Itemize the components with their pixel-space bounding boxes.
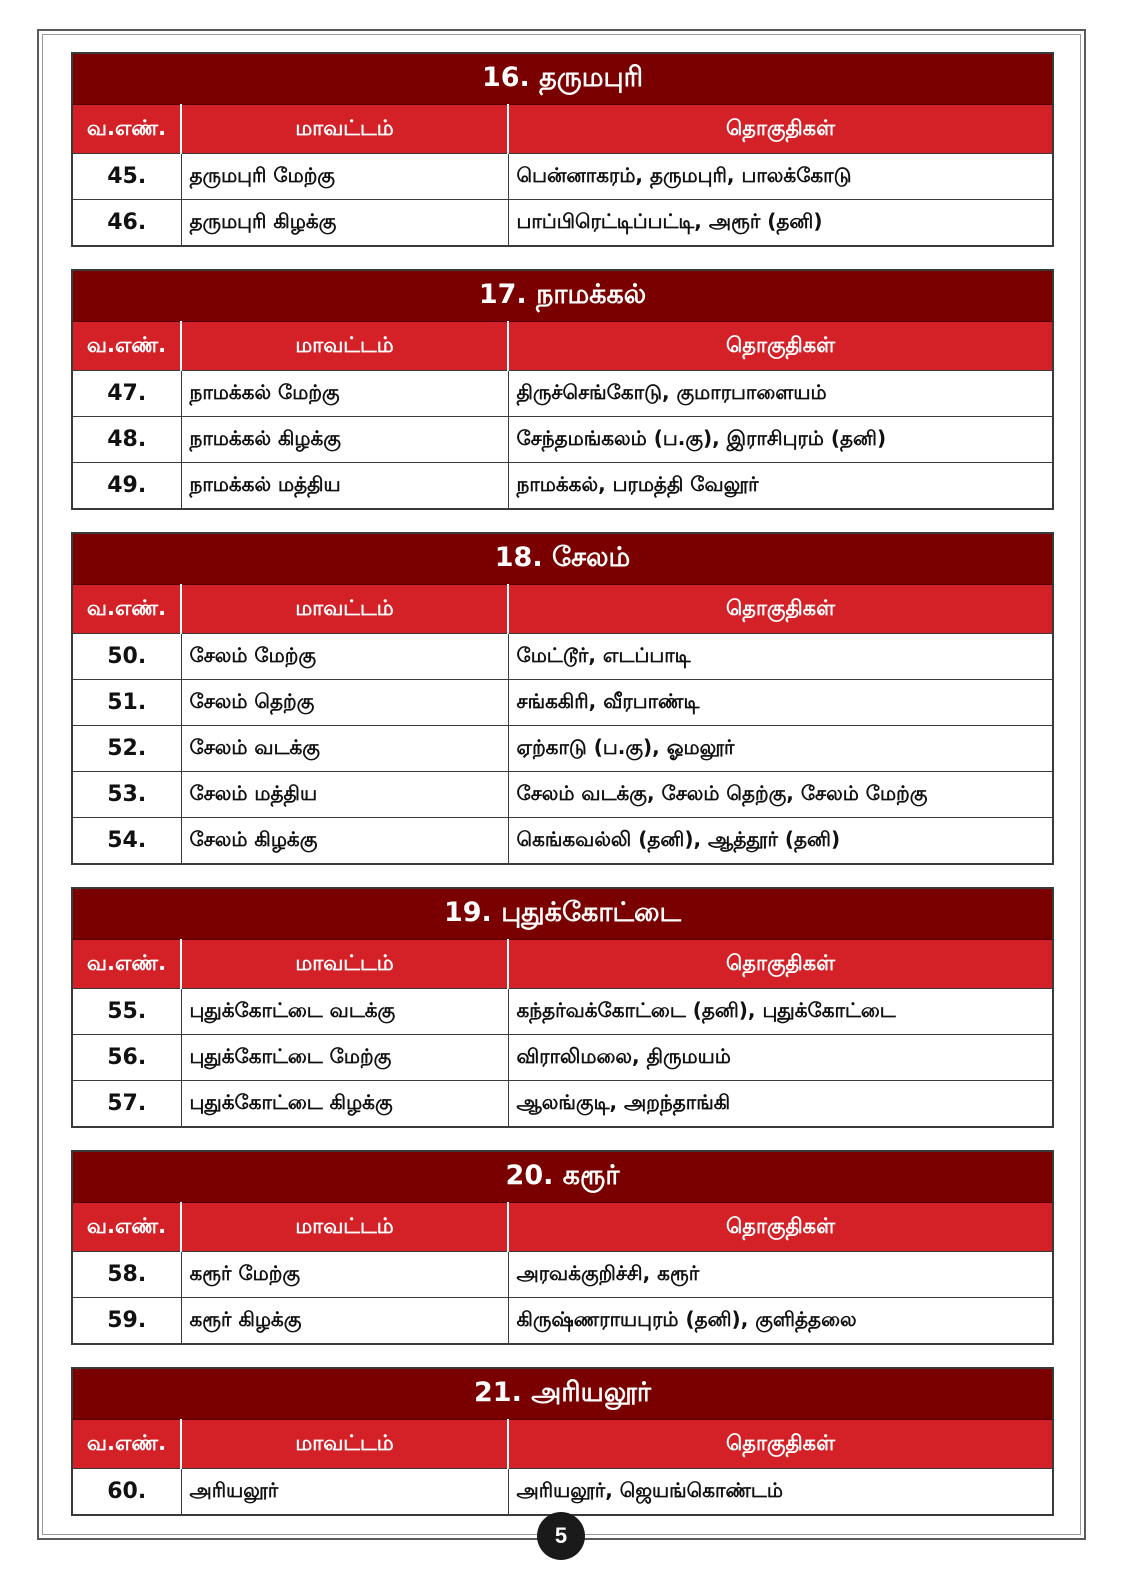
table-row bbox=[72, 772, 1053, 818]
row-district: புதுக்கோட்டை கிழக்கு bbox=[181, 1081, 508, 1128]
table-row bbox=[72, 371, 1053, 417]
row-constituencies: சங்ககிரி, வீரபாண்டி bbox=[508, 680, 1053, 726]
district-table bbox=[71, 1367, 1054, 1516]
row-district: தருமபுரி கிழக்கு bbox=[181, 200, 508, 247]
row-district: நாமக்கல் மத்திய bbox=[181, 463, 508, 510]
row-number: 51. bbox=[72, 680, 181, 726]
district-table bbox=[71, 887, 1054, 1128]
column-header-number: வ.எண். bbox=[72, 1420, 181, 1469]
row-district: சேலம் மத்திய bbox=[181, 772, 508, 818]
row-number: 47. bbox=[72, 371, 181, 417]
row-constituencies: கெங்கவல்லி (தனி), ஆத்தூர் (தனி) bbox=[508, 818, 1053, 865]
table-row bbox=[72, 1252, 1053, 1298]
table-row bbox=[72, 200, 1053, 247]
row-constituencies: அரவக்குறிச்சி, கரூர் bbox=[508, 1252, 1053, 1298]
column-header-constituencies: தொகுதிகள் bbox=[508, 322, 1053, 371]
district-title: 16. தருமபுரி bbox=[72, 53, 1053, 105]
column-header-constituencies: தொகுதிகள் bbox=[508, 105, 1053, 154]
section-gap bbox=[71, 510, 1052, 532]
section-gap bbox=[71, 865, 1052, 887]
row-district: கரூர் மேற்கு bbox=[181, 1252, 508, 1298]
column-header-number: வ.எண். bbox=[72, 940, 181, 989]
column-header-constituencies: தொகுதிகள் bbox=[508, 585, 1053, 634]
district-table bbox=[71, 532, 1054, 865]
column-header-number: வ.எண். bbox=[72, 585, 181, 634]
row-district: நாமக்கல் கிழக்கு bbox=[181, 417, 508, 463]
row-number: 58. bbox=[72, 1252, 181, 1298]
row-constituencies: அரியலூர், ஜெயங்கொண்டம் bbox=[508, 1469, 1053, 1516]
row-constituencies: விராலிமலை, திருமயம் bbox=[508, 1035, 1053, 1081]
row-number: 53. bbox=[72, 772, 181, 818]
table-row bbox=[72, 1035, 1053, 1081]
column-header-district: மாவட்டம் bbox=[181, 1420, 508, 1469]
page-number: 5 bbox=[554, 1523, 568, 1548]
table-row bbox=[72, 680, 1053, 726]
table-row bbox=[72, 634, 1053, 680]
table-row bbox=[72, 989, 1053, 1035]
column-header-constituencies: தொகுதிகள் bbox=[508, 940, 1053, 989]
column-header-constituencies: தொகுதிகள் bbox=[508, 1203, 1053, 1252]
section-gap bbox=[71, 1345, 1052, 1367]
row-constituencies: நாமக்கல், பரமத்தி வேலூர் bbox=[508, 463, 1053, 510]
row-constituencies: பாப்பிரெட்டிப்பட்டி, அரூர் (தனி) bbox=[508, 200, 1053, 247]
district-title: 21. அரியலூர் bbox=[72, 1368, 1053, 1420]
district-table bbox=[71, 52, 1054, 247]
table-row bbox=[72, 417, 1053, 463]
row-number: 45. bbox=[72, 154, 181, 200]
row-number: 50. bbox=[72, 634, 181, 680]
row-district: நாமக்கல் மேற்கு bbox=[181, 371, 508, 417]
row-number: 48. bbox=[72, 417, 181, 463]
table-row bbox=[72, 1469, 1053, 1516]
column-header-district: மாவட்டம் bbox=[181, 322, 508, 371]
column-header-number: வ.எண். bbox=[72, 1203, 181, 1252]
district-title: 18. சேலம் bbox=[72, 533, 1053, 585]
column-header-district: மாவட்டம் bbox=[181, 585, 508, 634]
district-title: 19. புதுக்கோட்டை bbox=[72, 888, 1053, 940]
row-district: சேலம் கிழக்கு bbox=[181, 818, 508, 865]
table-row bbox=[72, 463, 1053, 510]
page-number-badge bbox=[537, 1512, 585, 1560]
section-gap bbox=[71, 1128, 1052, 1150]
row-number: 59. bbox=[72, 1298, 181, 1345]
row-constituencies: சேந்தமங்கலம் (ப.கு), இராசிபுரம் (தனி) bbox=[508, 417, 1053, 463]
column-header-district: மாவட்டம் bbox=[181, 940, 508, 989]
district-table bbox=[71, 269, 1054, 510]
row-district: புதுக்கோட்டை மேற்கு bbox=[181, 1035, 508, 1081]
row-district: சேலம் மேற்கு bbox=[181, 634, 508, 680]
row-district: சேலம் வடக்கு bbox=[181, 726, 508, 772]
table-row bbox=[72, 818, 1053, 865]
column-header-district: மாவட்டம் bbox=[181, 105, 508, 154]
column-header-district: மாவட்டம் bbox=[181, 1203, 508, 1252]
row-constituencies: சேலம் வடக்கு, சேலம் தெற்கு, சேலம் மேற்கு bbox=[508, 772, 1053, 818]
row-district: அரியலூர் bbox=[181, 1469, 508, 1516]
row-district: புதுக்கோட்டை வடக்கு bbox=[181, 989, 508, 1035]
district-sections bbox=[71, 52, 1052, 1516]
table-row bbox=[72, 726, 1053, 772]
row-constituencies: மேட்டூர், எடப்பாடி bbox=[508, 634, 1053, 680]
district-table bbox=[71, 1150, 1054, 1345]
row-number: 57. bbox=[72, 1081, 181, 1128]
row-constituencies: பென்னாகரம், தருமபுரி, பாலக்கோடு bbox=[508, 154, 1053, 200]
row-constituencies: கந்தர்வக்கோட்டை (தனி), புதுக்கோட்டை bbox=[508, 989, 1053, 1035]
row-district: கரூர் கிழக்கு bbox=[181, 1298, 508, 1345]
row-constituencies: ஏற்காடு (ப.கு), ஓமலூர் bbox=[508, 726, 1053, 772]
row-number: 56. bbox=[72, 1035, 181, 1081]
row-number: 46. bbox=[72, 200, 181, 247]
column-header-constituencies: தொகுதிகள் bbox=[508, 1420, 1053, 1469]
row-number: 49. bbox=[72, 463, 181, 510]
table-row bbox=[72, 1298, 1053, 1345]
district-title: 17. நாமக்கல் bbox=[72, 270, 1053, 322]
row-constituencies: திருச்செங்கோடு, குமாரபாளையம் bbox=[508, 371, 1053, 417]
column-header-number: வ.எண். bbox=[72, 105, 181, 154]
row-number: 60. bbox=[72, 1469, 181, 1516]
row-number: 52. bbox=[72, 726, 181, 772]
table-row bbox=[72, 1081, 1053, 1128]
column-header-number: வ.எண். bbox=[72, 322, 181, 371]
row-number: 55. bbox=[72, 989, 181, 1035]
table-row bbox=[72, 154, 1053, 200]
row-constituencies: ஆலங்குடி, அறந்தாங்கி bbox=[508, 1081, 1053, 1128]
row-number: 54. bbox=[72, 818, 181, 865]
row-constituencies: கிருஷ்ணராயபுரம் (தனி), குளித்தலை bbox=[508, 1298, 1053, 1345]
row-district: சேலம் தெற்கு bbox=[181, 680, 508, 726]
row-district: தருமபுரி மேற்கு bbox=[181, 154, 508, 200]
district-title: 20. கரூர் bbox=[72, 1151, 1053, 1203]
section-gap bbox=[71, 247, 1052, 269]
